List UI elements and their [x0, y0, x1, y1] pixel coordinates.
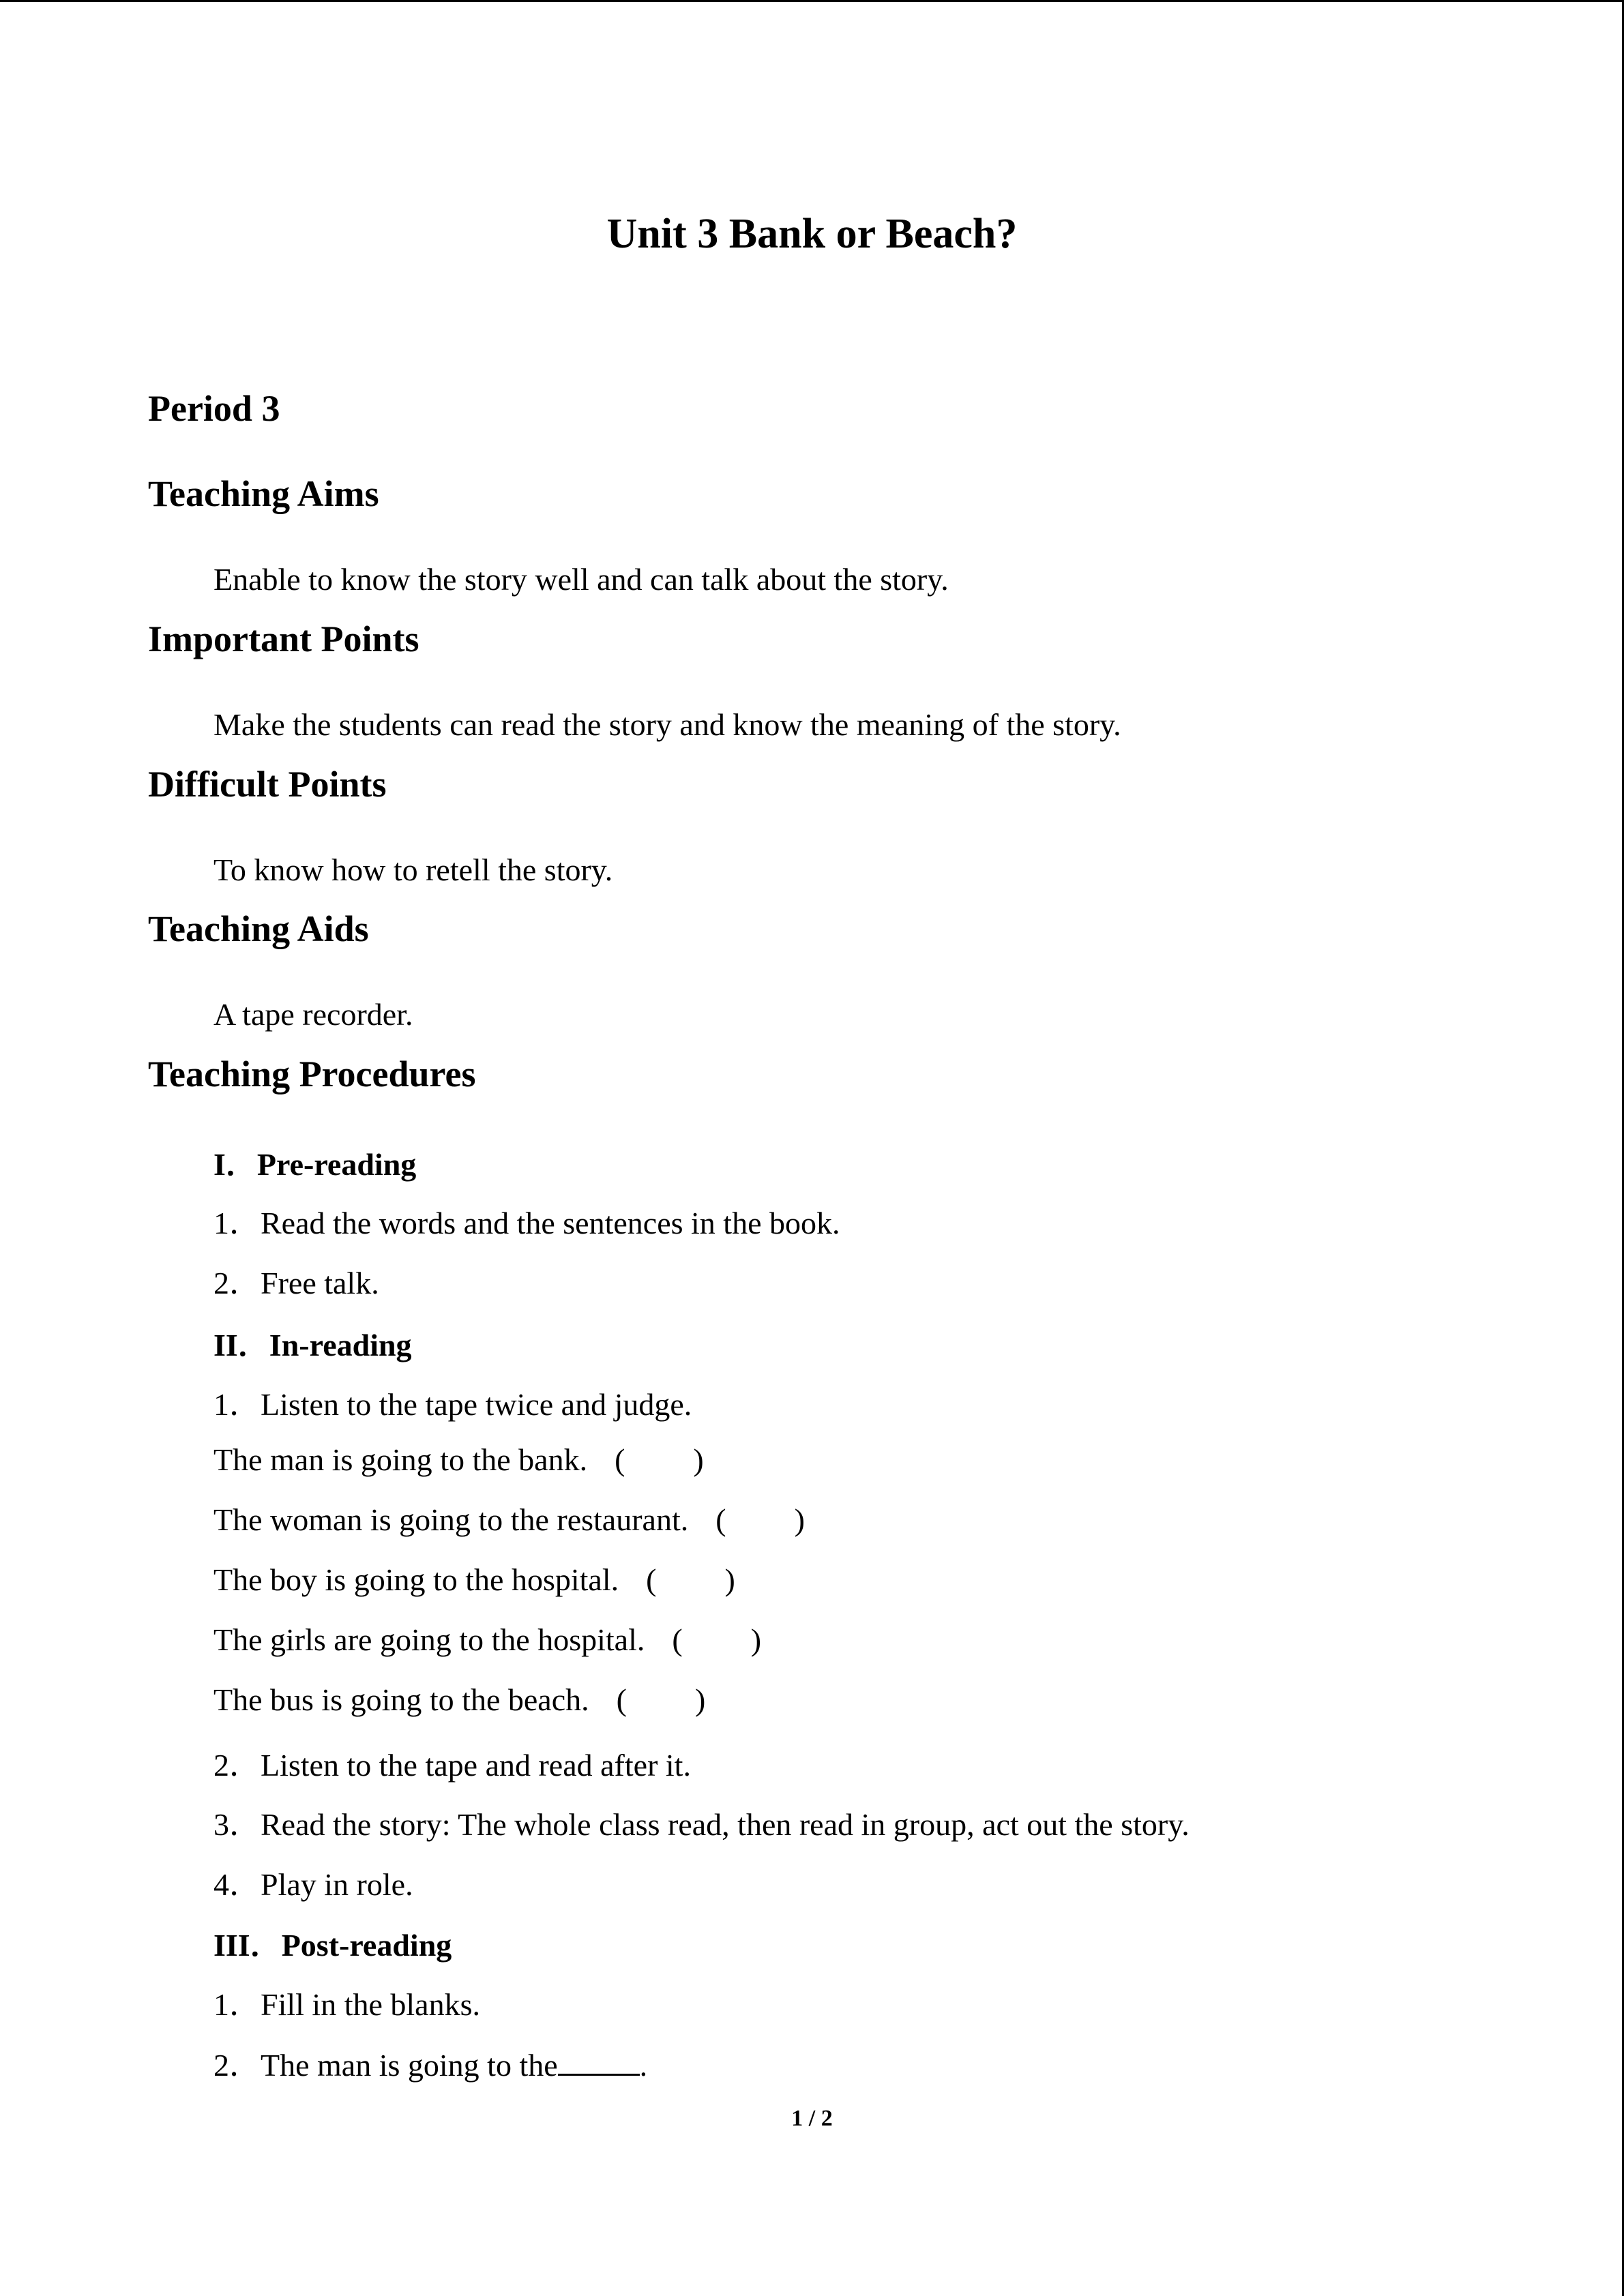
- teaching-aims-text: Enable to know the story well and can talk about the story.: [213, 562, 949, 597]
- important-points-text: Make the students can read the story and know the meaning of the story.: [213, 707, 1121, 742]
- page-border-top: [0, 0, 1624, 2]
- teaching-aids-heading: Teaching Aids: [148, 908, 369, 949]
- teaching-aids-text: A tape recorder.: [213, 997, 413, 1032]
- in-reading-item-3: 3．Read the story: The whole class read, then read in group, act out the story.: [213, 1807, 1190, 1842]
- difficult-points-heading: Difficult Points: [148, 764, 387, 805]
- answer-parentheses: ( ): [615, 1442, 704, 1477]
- fill-in-blank[interactable]: [558, 2048, 640, 2076]
- important-points-heading: Important Points: [148, 618, 419, 659]
- period-heading: Period 3: [148, 388, 280, 429]
- in-reading-item-4: 4．Play in role.: [213, 1867, 413, 1902]
- page-number: 1 / 2: [791, 2106, 833, 2131]
- judge-item-5: [213, 1682, 705, 1718]
- pre-reading-item-1: 1．Read the words and the sentences in the book.: [213, 1206, 840, 1240]
- answer-parentheses: ( ): [715, 1502, 805, 1537]
- teaching-procedures-heading: Teaching Procedures: [148, 1054, 476, 1094]
- judge-item-2: [213, 1502, 805, 1538]
- judge-sentence: The bus is going to the beach.: [213, 1682, 589, 1717]
- in-reading-item-2: 2．Listen to the tape and read after it.: [213, 1748, 691, 1783]
- in-reading-heading: II．In-reading: [213, 1328, 412, 1362]
- judge-sentence: The girls are going to the hospital.: [213, 1622, 645, 1657]
- judge-sentence: The boy is going to the hospital.: [213, 1562, 619, 1597]
- pre-reading-item-2: 2．Free talk.: [213, 1266, 379, 1300]
- judge-item-1: [213, 1442, 704, 1478]
- post-reading-heading: III．Post-reading: [213, 1928, 452, 1963]
- post-reading-item-2: 2．The man is going to the .: [213, 2048, 648, 2083]
- judge-item-4: [213, 1622, 761, 1658]
- judge-sentence: The man is going to the bank.: [213, 1442, 588, 1477]
- answer-parentheses: ( ): [616, 1682, 706, 1717]
- pre-reading-heading: I．Pre-reading: [213, 1147, 417, 1182]
- answer-parentheses: ( ): [672, 1622, 762, 1657]
- teaching-aims-heading: Teaching Aims: [148, 473, 379, 514]
- in-reading-item-1: 1．Listen to the tape twice and judge.: [213, 1387, 692, 1422]
- post-reading-item-1: 1．Fill in the blanks.: [213, 1987, 480, 2022]
- difficult-points-text: To know how to retell the story.: [213, 852, 613, 887]
- answer-parentheses: ( ): [646, 1562, 735, 1597]
- judge-sentence: The woman is going to the restaurant.: [213, 1502, 689, 1537]
- document-title: Unit 3 Bank or Beach?: [606, 211, 1018, 257]
- judge-item-3: [213, 1562, 735, 1598]
